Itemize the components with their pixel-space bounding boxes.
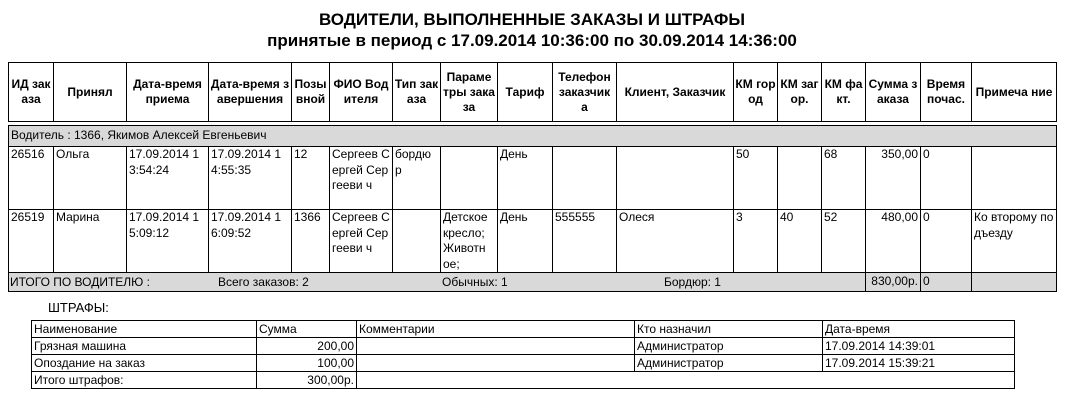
driver-total-summary <box>9 273 866 292</box>
column-header: ИД заказа <box>9 63 54 122</box>
fine-datetime: 17.09.2014 15:39:21 <box>823 355 1015 372</box>
border-orders-count: Бордюр: 1 <box>664 275 721 289</box>
order-sum: 480,00 <box>866 210 921 273</box>
callsign: 1366 <box>292 210 330 273</box>
hourly-time: 0 <box>921 147 972 210</box>
fines-total-sum: 300,00р. <box>257 372 357 389</box>
fine-datetime: 17.09.2014 14:39:01 <box>823 338 1015 355</box>
tariff: День <box>498 210 553 273</box>
fines-total-label: Итого штрафов: <box>32 372 257 389</box>
km-fact: 52 <box>822 210 866 273</box>
column-header: КМ загор. <box>778 63 822 122</box>
fine-comment <box>357 338 635 355</box>
order-params: Детское кресло; Животн ое; <box>441 210 498 273</box>
fine-sum: 200,00 <box>257 338 357 355</box>
driver-total-empty <box>972 273 1057 292</box>
fines-column-header: Дата-время <box>823 321 1015 338</box>
fine-row <box>32 355 1015 372</box>
column-header: Позы вной <box>292 63 330 122</box>
customer-phone: 555555 <box>553 210 617 273</box>
fines-column-header: Наименование <box>32 321 257 338</box>
column-header: Дата-время приема <box>127 63 209 122</box>
km-fact: 68 <box>822 147 866 210</box>
regular-orders-count: Обычных: 1 <box>442 275 508 289</box>
hourly-time: 0 <box>921 210 972 273</box>
completed-datetime: 17.09.2014 14:55:35 <box>209 147 292 210</box>
fine-name: Грязная машина <box>32 338 257 355</box>
fines-column-header: Сумма <box>257 321 357 338</box>
driver-name: Сергеев Сергей Сергееви ч <box>330 147 393 210</box>
km-city: 50 <box>734 147 778 210</box>
accepted-by: Ольга <box>54 147 127 210</box>
column-header: Клиент, Заказчик <box>617 63 734 122</box>
column-header: Принял <box>54 63 127 122</box>
order-type: бордю р <box>393 147 441 210</box>
column-header: Тариф <box>498 63 553 122</box>
column-header: ФИО Водителя <box>330 63 393 122</box>
note: Ко второму подъезду <box>972 210 1057 273</box>
received-datetime: 17.09.2014 15:09:12 <box>127 210 209 273</box>
customer-phone <box>553 147 617 210</box>
column-header: Параме тры заказа <box>441 63 498 122</box>
table-header-row <box>9 63 1057 122</box>
report-title: ВОДИТЕЛИ, ВЫПОЛНЕННЫЕ ЗАКАЗЫ И ШТРАФЫ <box>318 10 746 29</box>
column-header: Примеча ние <box>972 63 1057 122</box>
driver-total-label: ИТОГО ПО ВОДИТЕЛЮ : <box>10 275 150 289</box>
accepted-by: Марина <box>54 210 127 273</box>
fines-total-empty <box>357 372 1015 389</box>
order-id: 26519 <box>9 210 54 273</box>
fine-assigned-by: Администратор <box>635 338 823 355</box>
driver-name: Сергеев Сергей Сергееви ч <box>330 210 393 273</box>
driver-total-sum: 830,00р. <box>866 273 921 292</box>
fines-header-row <box>32 321 1015 338</box>
order-type <box>393 210 441 273</box>
table-row <box>9 147 1057 210</box>
driver-total-row <box>9 273 1057 292</box>
fine-sum: 100,00 <box>257 355 357 372</box>
total-orders-count: Всего заказов: 2 <box>218 275 309 289</box>
km-out-of-town: 40 <box>778 210 822 273</box>
km-city: 3 <box>734 210 778 273</box>
fines-section-label: ШТРАФЫ: <box>48 300 109 315</box>
received-datetime: 17.09.2014 13:54:24 <box>127 147 209 210</box>
report-subtitle: принятые в период с 17.09.2014 10:36:00 по 30.09.2014 14:36:00 <box>267 31 797 50</box>
driver-group-row <box>9 126 1057 147</box>
callsign: 12 <box>292 147 330 210</box>
column-header: Дата-время завершения <box>209 63 292 122</box>
order-id: 26516 <box>9 147 54 210</box>
note <box>972 147 1057 210</box>
km-out-of-town <box>778 147 822 210</box>
fine-assigned-by: Администратор <box>635 355 823 372</box>
column-header: Сумма заказа <box>866 63 921 122</box>
fines-total-row <box>32 372 1015 389</box>
column-header: Телефон заказчик а <box>553 63 617 122</box>
client: Олеся <box>617 210 734 273</box>
fine-row <box>32 338 1015 355</box>
orders-table <box>8 62 1057 292</box>
fines-table <box>31 320 1015 389</box>
tariff: День <box>498 147 553 210</box>
client <box>617 147 734 210</box>
fines-column-header: Кто назначил <box>635 321 823 338</box>
completed-datetime: 17.09.2014 16:09:52 <box>209 210 292 273</box>
column-header: Время почас. <box>921 63 972 122</box>
column-header: КМ город <box>734 63 778 122</box>
fine-name: Опоздание на заказ <box>32 355 257 372</box>
order-sum: 350,00 <box>866 147 921 210</box>
table-row <box>9 210 1057 273</box>
driver-group-label: Водитель : 1366, Якимов Алексей Евгеньевич <box>9 126 1057 147</box>
order-params <box>441 147 498 210</box>
column-header: КМ факт. <box>822 63 866 122</box>
column-header: Тип заказа <box>393 63 441 122</box>
fine-comment <box>357 355 635 372</box>
driver-total-hourly: 0 <box>921 273 972 292</box>
fines-column-header: Комментарии <box>357 321 635 338</box>
